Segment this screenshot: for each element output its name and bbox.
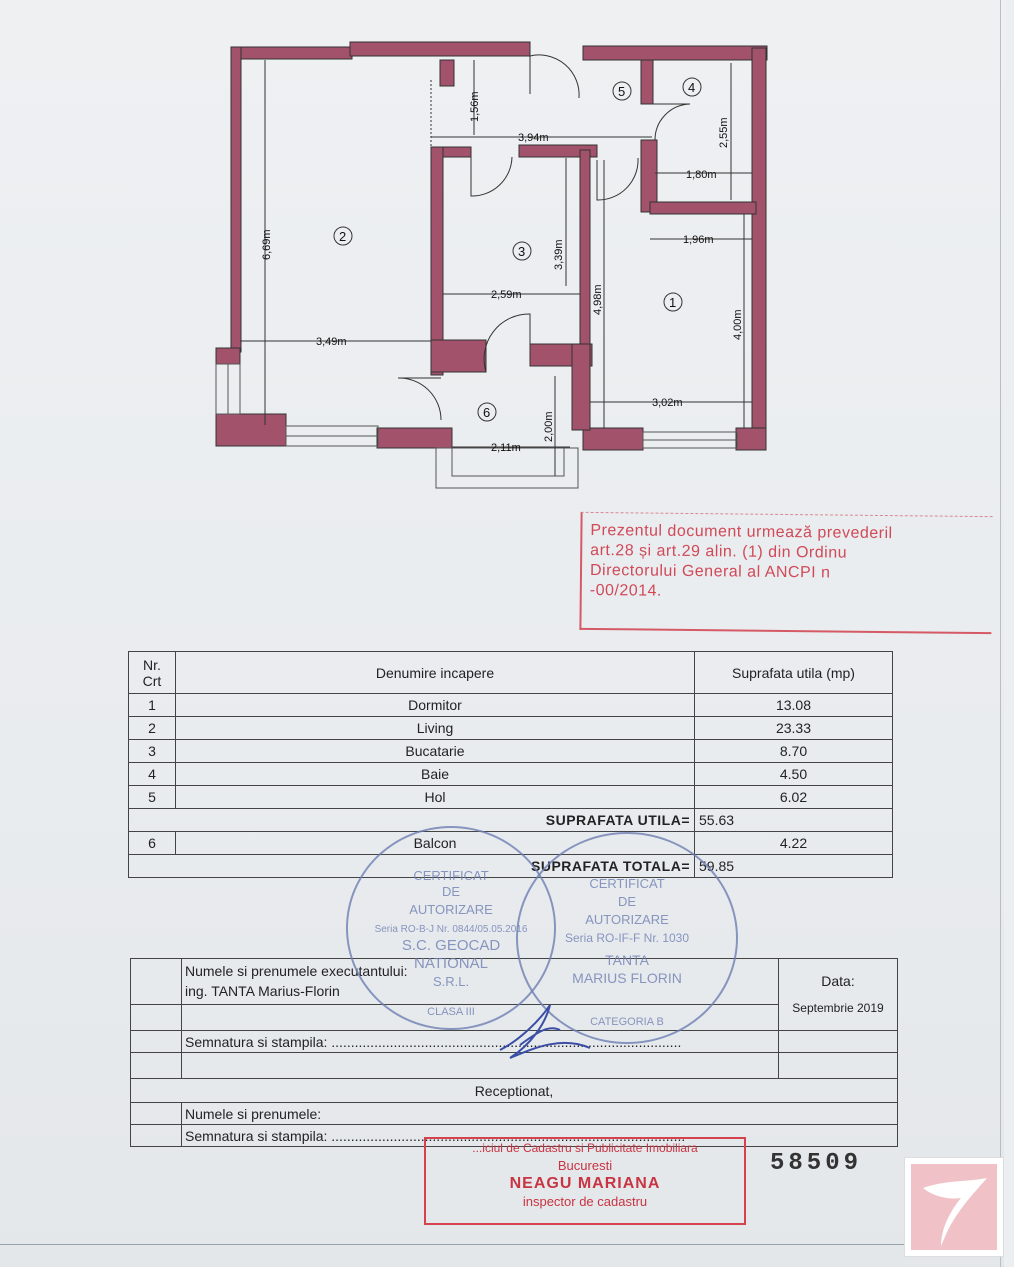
executor-name: ing. TANTA Marius-Florin xyxy=(185,983,340,999)
engineer-round-stamp: CERTIFICAT DE AUTORIZARE Seria RO-IF-F Nr. 1030 TANTA MARIUS FLORIN CATEGORIA B xyxy=(516,832,738,1044)
dim-211: 2,11m xyxy=(491,442,521,454)
dimension-labels xyxy=(261,91,744,454)
table-row: 1 Dormitor 13.08 xyxy=(129,694,893,717)
dim-156: 1,56m xyxy=(469,91,481,122)
page-bottom-rule xyxy=(0,1244,1004,1245)
table-row: 4 Baie 4.50 xyxy=(129,763,893,786)
dim-394: 3,94m xyxy=(518,132,549,144)
date-value: Septembrie 2019 xyxy=(792,1001,884,1015)
header-nr: Nr. Crt xyxy=(129,652,176,694)
area-table-header xyxy=(129,652,893,694)
table-row: 3 Bucatarie 8.70 xyxy=(129,740,893,763)
header-name: Denumire incapere xyxy=(176,652,695,694)
dim-302: 3,02m xyxy=(652,397,683,409)
dim-259: 2,59m xyxy=(491,289,522,301)
watermark-logo xyxy=(904,1157,1004,1257)
room-5-label: 5 xyxy=(618,84,626,99)
dim-255: 2,55m xyxy=(718,117,730,148)
useful-area-row xyxy=(129,809,893,832)
notice-line-1: Prezentul document urmează prevederil xyxy=(590,521,893,543)
ancpi-notice-stamp xyxy=(579,512,992,634)
dim-498: 4,98m xyxy=(592,284,604,315)
date-label: Data: xyxy=(821,973,855,989)
windows xyxy=(216,364,737,488)
dim-339: 3,39m xyxy=(553,239,565,270)
table-row: 2 Living 23.33 xyxy=(129,717,893,740)
bird-logo-icon xyxy=(905,1158,1003,1256)
inspector-stamp: ...iciul de Cadastru si Publicitate Imobiliara Bucuresti NEAGU MARIANA inspector de cadastru xyxy=(424,1137,746,1225)
table-row: 5 Hol 6.02 xyxy=(129,786,893,809)
executor-label: Numele si prenumele executantului: xyxy=(185,963,408,979)
signature-line: Semnatura si stampila: .......................................................................................... xyxy=(182,1031,779,1053)
notice-line-4: -00/2014. xyxy=(589,581,663,600)
room-2-label: 2 xyxy=(339,229,347,244)
room-3-label: 3 xyxy=(518,244,526,259)
dim-196: 1,96m xyxy=(683,234,714,246)
balcony-row: 6 Balcon 4.22 xyxy=(129,832,893,855)
signature-line-2: Semnatura si stampila: ........................................................................................... xyxy=(182,1125,898,1147)
handwritten-signature xyxy=(490,1000,600,1070)
dim-180: 1,80m xyxy=(686,169,717,181)
name-line: Numele si prenumele: xyxy=(182,1103,898,1125)
company-round-stamp: CERTIFICAT DE AUTORIZARE Seria RO-B-J Nr. 0844/05.05.2016 S.C. GEOCAD NATIONAL S.R.L. CLASA III xyxy=(346,826,556,1030)
notice-line-2: art.28 și art.29 alin. (1) din Ordinu xyxy=(590,541,848,562)
room-1-label: 1 xyxy=(669,295,677,310)
dim-349: 3,49m xyxy=(316,336,347,348)
dim-669: 6,69m xyxy=(261,229,273,260)
useful-area-value: 55.63 xyxy=(695,809,893,832)
room-4-label: 4 xyxy=(688,80,696,95)
total-area-value: 59.85 xyxy=(695,855,893,878)
notice-line-3: Directorului General al ANCPI n xyxy=(589,561,831,582)
floor-plan xyxy=(0,0,1014,500)
useful-area-label: SUPRAFATA UTILA= xyxy=(129,809,695,832)
serial-number: 58509 xyxy=(770,1150,863,1177)
header-area: Suprafata utila (mp) xyxy=(695,652,893,694)
total-area-label: SUPRAFATA TOTALA= xyxy=(129,855,695,878)
walls xyxy=(216,42,767,450)
room-6-label: 6 xyxy=(483,405,491,420)
dim-400: 4,00m xyxy=(732,309,744,340)
received-label: Receptionat, xyxy=(131,1079,898,1103)
dim-200: 2,00m xyxy=(543,411,555,442)
